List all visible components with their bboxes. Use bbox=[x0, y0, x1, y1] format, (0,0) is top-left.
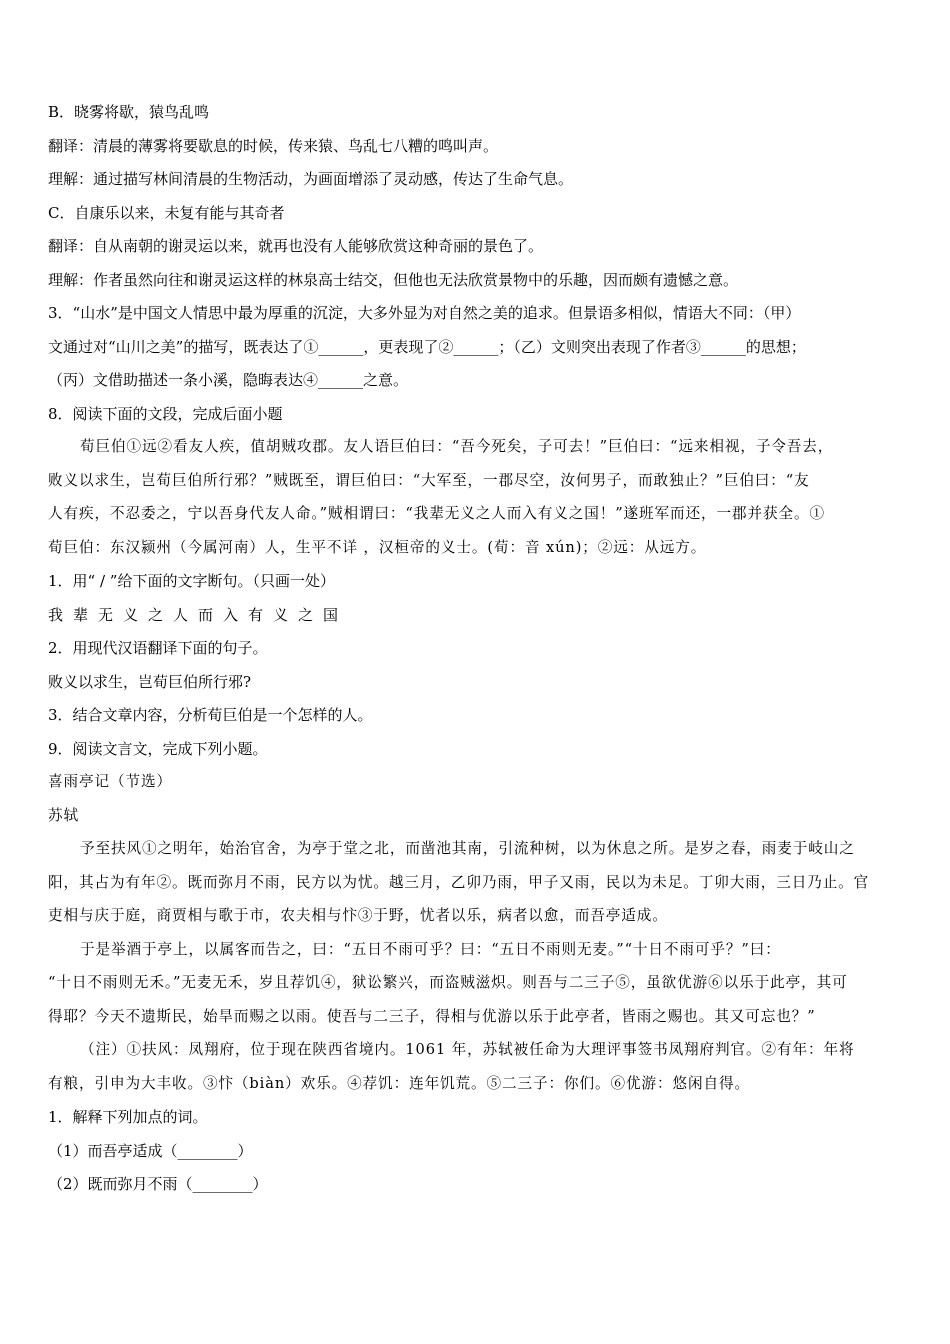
option-b-understanding: 理解：通过描写林间清晨的生物活动，为画面增添了灵动感，传达了生命气息。 bbox=[48, 170, 574, 188]
passage-9-line-6: 得耶？今天不遗斯民，始旱而赐之以雨。使吾与二三子，得相与优游以乐于此亭者，皆雨之赐也。其又可忘也？” bbox=[48, 1007, 816, 1025]
q8-sentence-to-translate: 败义以求生，岂荀巨伯所行邪? bbox=[48, 672, 252, 691]
passage-9-author: 苏轼 bbox=[48, 806, 79, 824]
passage-9-line-5: “十日不雨则无禾。”无麦无禾，岁且荐饥④，狱讼繁兴，而盗贼滋炽。则吾与二三子⑤，虽欲优游⑥以乐于此亭，其可 bbox=[48, 974, 848, 991]
question-3-line-2: 文通过对“山川之美”的描写，既表达了①______，更表现了②______；（乙）文则突出表现了作者③______的思想； bbox=[48, 337, 806, 356]
passage-9-line-1: 予至扶风①之明年，始治官舍，为亭于堂之北，而凿池其南，引流种树，以为休息之所。是岁之春，雨麦于岐山之 bbox=[80, 840, 855, 857]
option-c: C．自康乐以来，未复有能与其奇者 bbox=[48, 203, 285, 222]
q9-item-1: （1）而吾亭适成（________） bbox=[48, 1141, 253, 1160]
passage-8-line-3: 人有疾，不忍委之，宁以吾身代友人命。”贼相谓曰：“我辈无义之人而入有义之国！”遂班军而还，一郡并获全。① bbox=[48, 505, 825, 522]
question-8-heading: 8．阅读下面的文段，完成后面小题 bbox=[48, 404, 283, 423]
option-b: B．晓雾将歇，猿鸟乱鸣 bbox=[48, 103, 210, 121]
passage-9-note-2: 有粮，引申为大丰收。③忭（biàn）欢乐。④荐饥：连年饥荒。⑤二三子：你们。⑥优游：悠闲自得。 bbox=[48, 1074, 750, 1092]
q9-sub-1: 1．解释下列加点的词。 bbox=[48, 1108, 208, 1126]
option-c-translation: 翻译：自从南朝的谢灵运以来，就再也没有人能够欣赏这种奇丽的景色了。 bbox=[48, 237, 544, 255]
passage-8-line-1: 荀巨伯①远②看友人疾，值胡贼攻郡。友人语巨伯曰：“吾今死矣，子可去！”巨伯曰：“远来相视，子令吾去， bbox=[80, 438, 834, 455]
question-9-heading: 9．阅读文言文，完成下列小题。 bbox=[48, 739, 268, 758]
option-c-understanding: 理解：作者虽然向往和谢灵运这样的林泉高士结交，但他也无法欣赏景物中的乐趣，因而颇有遗憾之意。 bbox=[48, 270, 739, 289]
q8-sub-1: 1．用“ / ”给下面的文字断句。（只画一处） bbox=[48, 572, 335, 590]
passage-9-line-3: 吏相与庆于庭，商贾相与歌于市，农夫相与忭③于野，忧者以乐，病者以愈，而吾亭适成。 bbox=[48, 907, 668, 924]
question-3-line-1: 3．“山水”是中国文人情思中最为厚重的沉淀，大多外显为对自然之美的追求。但景语多相似，情语大不同：（甲） bbox=[48, 304, 801, 322]
option-b-translation: 翻译：清晨的薄雾将要歇息的时候，传来猿、鸟乱七八糟的鸣叫声。 bbox=[48, 136, 499, 155]
q8-sub-2: 2．用现代汉语翻译下面的句子。 bbox=[48, 639, 268, 657]
passage-8-line-2: 败义以求生，岂荀巨伯所行邪？”贼既至，谓巨伯曰：“大军至，一郡尽空，汝何男子，而敢独止？”巨伯曰：“友 bbox=[48, 471, 810, 489]
passage-9-note-1: （注）①扶风：凤翔府，位于现在陕西省境内。1061 年，苏轼被任命为大理评事签书凤翔府判官。②有年：年将 bbox=[80, 1041, 855, 1058]
passage-9-line-2: 阳，其占为有年②。既而弥月不雨，民方以为忧。越三月，乙卯乃雨，甲子又雨，民以为未足。丁卯大雨，三日乃止。官 bbox=[48, 873, 870, 891]
document-page bbox=[48, 100, 908, 1206]
question-3-line-3: （丙）文借助描述一条小溪，隐晦表达④______之意。 bbox=[48, 371, 409, 389]
q9-item-2: （2）既而弥月不雨（________） bbox=[48, 1175, 268, 1193]
q8-sub-3: 3．结合文章内容，分析荀巨伯是一个怎样的人。 bbox=[48, 706, 373, 724]
passage-9-title: 喜雨亭记（节选） bbox=[48, 773, 172, 790]
q8-sentence-to-punctuate: 我辈无义之人而入有义之国 bbox=[48, 605, 349, 624]
passage-9-line-4: 于是举酒于亭上，以属客而告之，曰：“五日不雨可乎？曰：“五日不雨则无麦。”“十日不雨可乎？”曰： bbox=[80, 940, 781, 958]
passage-8-note: 荀巨伯：东汉颍州（今属河南）人，生平不详 ，汉桓帝的义士。(荀：音 xún)；②远：从远方。 bbox=[48, 538, 707, 556]
